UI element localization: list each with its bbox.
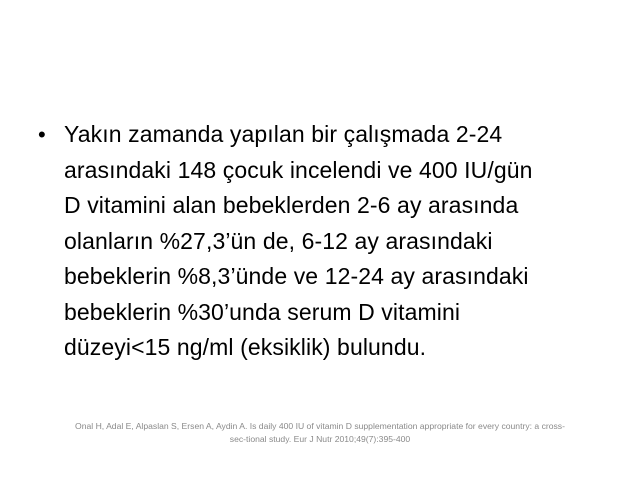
- bullet-line: olanların %27,3’ün de, 6-12 ay arasındaki: [64, 227, 493, 254]
- bullet-item: [38, 117, 608, 366]
- bullet-text: [64, 117, 608, 366]
- bullet-line: bebeklerin %8,3’ünde ve 12-24 ay arasındaki: [64, 263, 529, 289]
- bullet-line: düzeyi<15 ng/ml (eksiklik) bulundu.: [64, 334, 427, 360]
- bullet-line: bebeklerin %30’unda serum D vitamini: [64, 298, 461, 325]
- bullet-line: arasındaki 148 çocuk incelendi ve 400 IU/gün: [64, 156, 533, 183]
- citation-line: Onal H, Adal E, Alpaslan S, Ersen A, Aydin A. Is daily 400 IU of vitamin D supplementation appropriate for every country: a cross-: [75, 421, 565, 431]
- citation-line: sec-tional study. Eur J Nutr 2010;49(7):395-400: [229, 434, 411, 444]
- bullet-line: Yakın zamanda yapılan bir çalışmada 2-24: [64, 121, 503, 147]
- bullet-line: D vitamini alan bebeklerden 2-6 ay arasında: [64, 192, 519, 218]
- citation: [30, 420, 610, 446]
- bullet-marker: •: [38, 122, 46, 147]
